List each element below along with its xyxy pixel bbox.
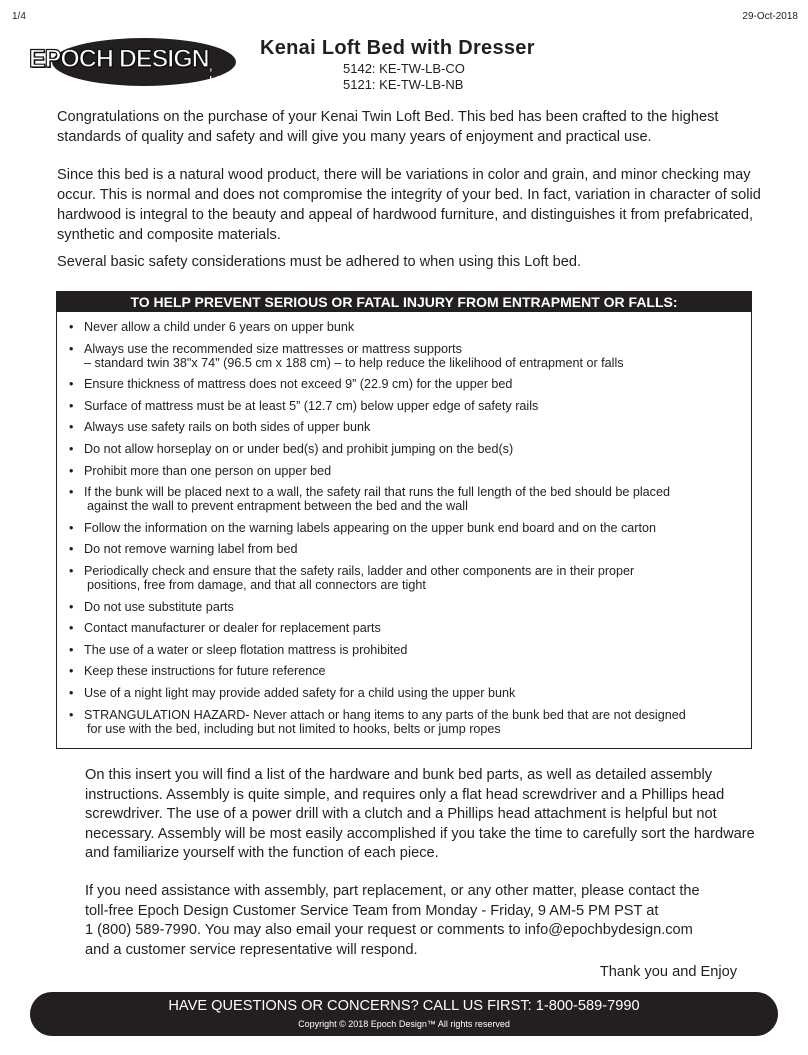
warning-item-text: Periodically check and ensure that the safety rails, ladder and other components are in their proper [84,563,635,578]
footer-contact-line: HAVE QUESTIONS OR CONCERNS? CALL US FIRST: 1-800-589-7990 [168,998,640,1014]
warning-heading: TO HELP PREVENT SERIOUS OR FATAL INJURY FROM ENTRAPMENT OR FALLS: [57,292,751,312]
assistance-line: 1 (800) 589-7990. You may also email your request or comments to info@epochbydesign.com [85,922,693,938]
footer-banner [30,992,778,1036]
warning-item-text: Use of a night light may provide added safety for a child using the upper bunk [84,685,516,700]
warning-item-continuation: – standard twin 38"x 74" (96.5 cm x 188 cm) – to help reduce the likelihood of entrapment or falls [84,355,624,370]
model-number-2: 5121: KE-TW-LB-NB [343,77,464,92]
bullet-icon: • [69,542,74,557]
warning-item [57,420,751,434]
assistance-line: and a customer service representative will respond. [85,941,418,958]
bullet-icon: • [69,320,74,334]
warning-item [57,399,751,413]
warning-item [57,521,751,535]
assistance-paragraph [85,882,765,960]
warning-item-text: Surface of mattress must be at least 5” (12.7 cm) below upper edge of safety rails [84,398,539,413]
warning-item [57,542,751,556]
bullet-icon: • [69,642,74,657]
assistance-line: If you need assistance with assembly, part replacement, or any other matter, please contact the [85,883,700,899]
warning-item [57,377,751,391]
bullet-icon: • [69,685,74,700]
safety-warning-box [56,291,752,749]
warning-item-text: STRANGULATION HAZARD- Never attach or hang items to any parts of the bunk bed that are not designed [84,707,686,722]
warning-item-text: Do not use substitute parts [84,599,234,614]
logo-wordmark: EPOCH DESIGN [29,45,209,73]
bullet-icon: • [69,341,74,356]
warning-item [57,320,751,334]
bullet-icon: • [69,420,74,435]
page-number: 1/4 [12,11,26,22]
intro-congratulations: Congratulations on the purchase of your Kenai Twin Loft Bed. This bed has been crafted to the highest standards of quality and safety and will give you many years of enjoyment and practical use. [57,109,719,145]
bullet-icon: • [69,707,74,722]
logo-llc: , LLC [209,58,233,88]
bullet-icon: • [69,441,74,456]
thank-you-note: Thank you and Enjoy [599,964,737,980]
bullet-icon: • [69,485,74,500]
warning-item-text: If the bunk will be placed next to a wall, the safety rail that runs the full length of the bed should be placed [84,485,670,500]
warning-item [57,621,751,635]
assembly-paragraph: On this insert you will find a list of the hardware and bunk bed parts, as well as detailed assembly instructions. Assembly is quite simple, and requires only a flat head screwdriver and a Phillips head screwdriver. The use of a power drill with a clutch and a Phillips head attachment is helpful but not necessary. Assembly will be most easily accomplished if you take the time to carefully sort the hardware and familiarize yourself with the function of each piece. [85,767,755,861]
warning-item-continuation: against the wall to prevent entrapment between the bed and the wall [87,499,468,514]
warning-item [57,664,751,678]
warning-item-text: Contact manufacturer or dealer for replacement parts [84,621,381,636]
epoch-design-logo [26,37,238,87]
warning-item [57,485,751,513]
bullet-icon: • [69,520,74,535]
bullet-icon: • [69,563,74,578]
warning-list [57,312,751,736]
product-title: Kenai Loft Bed with Dresser [260,37,535,59]
document-date: 29-Oct-2018 [742,11,798,22]
warning-item [57,442,751,456]
warning-item [57,342,751,370]
warning-item-text: The use of a water or sleep flotation mattress is prohibited [84,642,408,657]
warning-item-text: Do not remove warning label from bed [84,542,298,557]
warning-item [57,643,751,657]
warning-item-text: Never allow a child under 6 years on upper bunk [84,320,355,334]
assistance-line: toll-free Epoch Design Customer Service Team from Monday - Friday, 9 AM-5 PM PST at [85,902,659,919]
warning-item-text: Keep these instructions for future reference [84,664,326,679]
warning-item-text: Ensure thickness of mattress does not exceed 9” (22.9 cm) for the upper bed [84,377,513,392]
bullet-icon: • [69,463,74,478]
warning-item [57,708,751,736]
bullet-icon: • [69,377,74,392]
warning-item [57,686,751,700]
bullet-icon: • [69,664,74,679]
warning-item-continuation: for use with the bed, including but not limited to hooks, belts or jump ropes [87,721,501,736]
warning-item [57,600,751,614]
warning-item-text: Follow the information on the warning labels appearing on the upper bunk end board and on the carton [84,520,657,535]
footer-copyright: Copyright © 2018 Epoch Design™ All rights reserved [298,1019,510,1029]
warning-item [57,464,751,478]
bullet-icon: • [69,621,74,636]
warning-item-text: Do not allow horseplay on or under bed(s) and prohibit jumping on the bed(s) [84,441,514,456]
warning-item-text: Always use the recommended size mattresses or mattress supports [84,341,462,356]
warning-item-continuation: positions, free from damage, and that all connectors are tight [87,577,426,592]
warning-item-text: Prohibit more than one person on upper bed [84,463,332,478]
warning-item [57,564,751,592]
model-number-1: 5142: KE-TW-LB-CO [343,61,465,76]
intro-natural-wood: Since this bed is a natural wood product, there will be variations in color and grain, and minor checking may occur. This is normal and does not compromise the integrity of your bed. In fact, variation in character of solid hardwood is integral to the beauty and appeal of hardwood furniture, and distinguishes it from prefabricated, synthetic and composite materials. [57,167,761,243]
bullet-icon: • [69,599,74,614]
warning-item-text: Always use safety rails on both sides of upper bunk [84,420,371,435]
intro-safety-note: Several basic safety considerations must be adhered to when using this Loft bed. [57,254,582,270]
bullet-icon: • [69,398,74,413]
